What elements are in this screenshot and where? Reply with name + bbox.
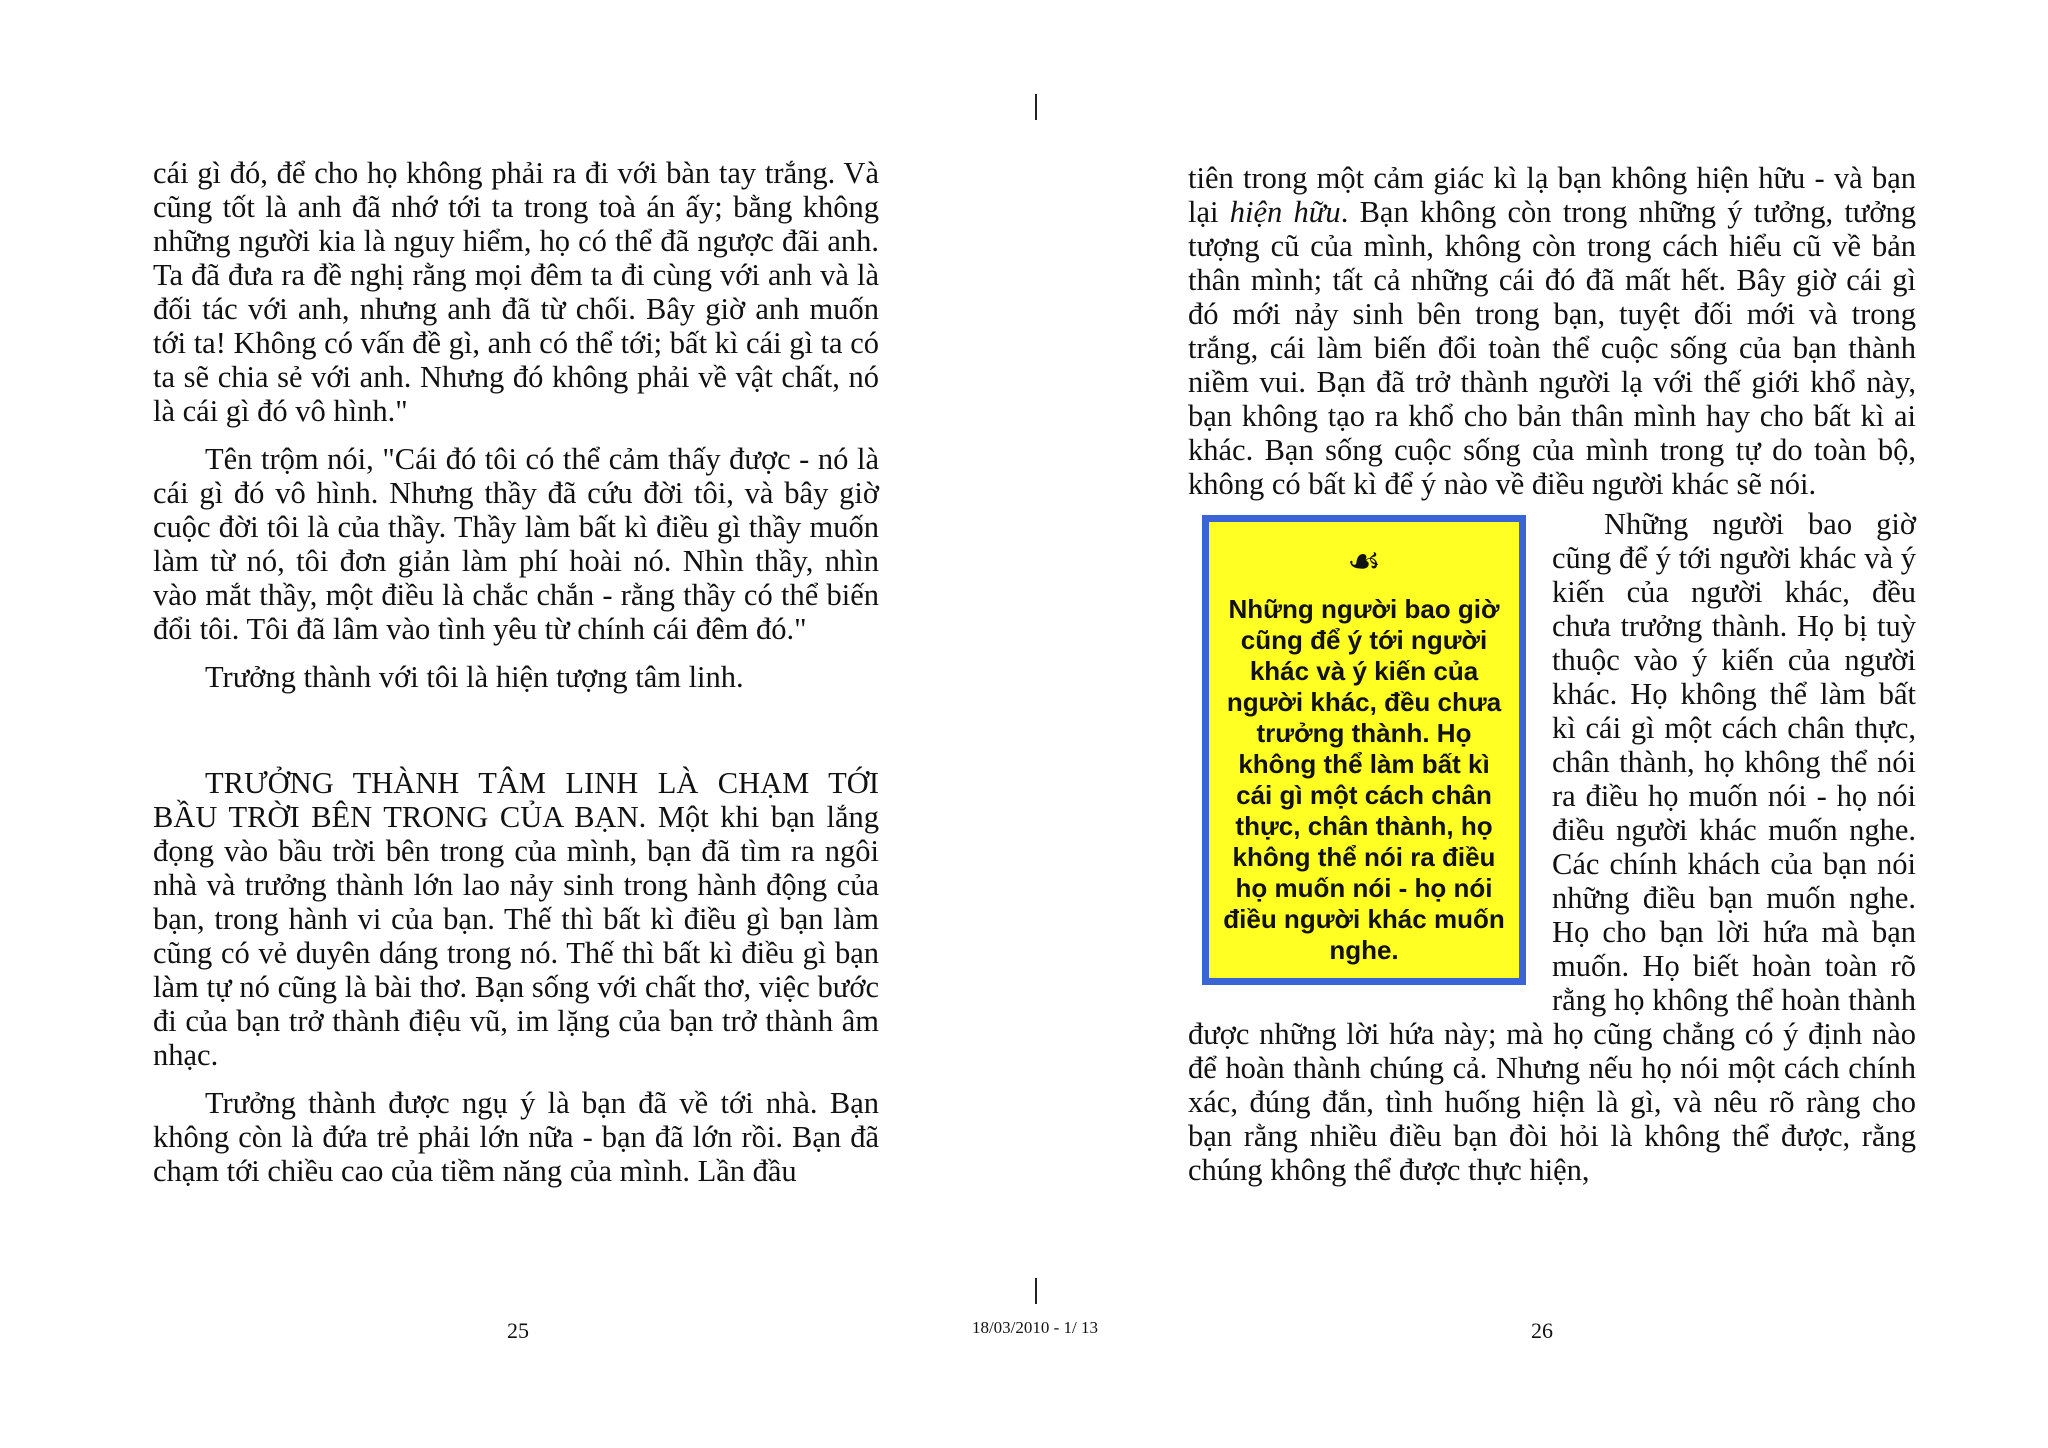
fleuron-icon: ☙: [1346, 541, 1382, 583]
fold-mark-top: [1035, 94, 1037, 120]
page-number-right: 26: [1531, 1318, 1553, 1343]
left-paragraph-1: cái gì đó, để cho họ không phải ra đi với bàn tay trắng. Và cũng tốt là anh đã nhớ tới ta trong toà án ấy; bằng không những người kia là nguy hiểm, họ có thể đã ngược đãi anh. Ta đã đưa ra đề nghị rằng mọi đêm ta đi cùng với anh và là đối tác với anh, nhưng anh đã từ chối. Bây giờ anh muốn tới ta! Không có vấn đề gì, anh có thể tới; bất kì cái gì ta có ta sẽ chia sẻ với anh. Nhưng đó không phải về vật chất, nó là cái gì đó vô hình.": [153, 156, 879, 428]
left-paragraph-5: Trưởng thành được ngụ ý là bạn đã về tới nhà. Bạn không còn là đứa trẻ phải lớn nữa - bạn đã lớn rồi. Bạn đã chạm tới chiều cao của tiềm năng của mình. Lần đầu: [153, 1086, 879, 1188]
pull-quote-box: [1202, 515, 1526, 985]
pull-quote-text: Những người bao giờ cũng để ý tới người khác và ý kiến của người khác, đều chưa trưởng thành. Họ không thể làm bất kì cái gì một cách chân thực, chân thành, họ không thể nói ra điều họ muốn nói - họ nói điều người khác muốn nghe.: [1223, 594, 1505, 965]
fold-mark-bottom: [1035, 1278, 1037, 1304]
right-paragraph-1-start: tiên trong một cảm giác kì lạ bạn không hiện hữu - và bạn lại: [1188, 161, 1916, 229]
page-number-left: 25: [507, 1318, 529, 1343]
left-paragraph-3: Trưởng thành với tôi là hiện tượng tâm linh.: [205, 660, 744, 694]
left-page-body: [153, 156, 879, 1188]
right-paragraph-2: Những người bao giờ cũng để ý tới người khác và ý kiến của người khác, đều chưa trưởng thành. Họ bị tuỳ thuộc vào ý kiến của người khác. Họ không thể làm bất kì cái gì một cách chân thực, chân thành, họ không thể nói ra điều họ muốn nói - họ nói điều người khác muốn nghe. Các chính khách của bạn nói những điều bạn muốn nghe. Họ cho bạn lời hứa mà bạn muốn. Họ biết hoàn toàn rõ rằng họ không thể hoàn thành được những lời hứa này; mà họ cũng chẳng có ý định nào để hoàn thành chúng cả. Nhưng nếu họ nói một cách chính xác, đúng đắn, tình huống hiện là gì, và nêu rõ ràng cho bạn rằng nhiều điều bạn đòi hỏi là không thể được, rằng chúng không thể được thực hiện,: [1188, 507, 1916, 1187]
right-paragraph-1: [1188, 161, 1916, 501]
footer-date-page: 18/03/2010 - 1/ 13: [971, 1318, 1099, 1337]
right-paragraph-1-rest: . Bạn không còn trong những ý tưởng, tưởng tượng cũ của mình, không còn trong cách hiểu cũ về bản thân mình; tất cả những cái đó đã mất hết. Bây giờ cái gì đó mới nảy sinh bên trong bạn, tuyệt đối mới và trong trắng, cái làm biến đổi toàn thể cuộc sống của bạn thành niềm vui. Bạn đã trở thành người lạ với thế giới khổ này, bạn không tạo ra khổ cho bản thân mình hay cho bất kì ai khác. Bạn sống cuộc sống của mình trong tự do toàn bộ, không có bất kì để ý nào về điều người khác sẽ nói.: [1188, 195, 1916, 501]
right-page-body: [1188, 161, 1916, 1187]
left-paragraph-2: Tên trộm nói, "Cái đó tôi có thể cảm thấy được - nó là cái gì đó vô hình. Nhưng thầy đã cứu đời tôi, và bây giờ cuộc đời tôi là của thầy. Thầy làm bất kì điều gì thầy muốn làm từ nó, tôi đơn giản làm phí hoài nó. Nhìn thầy, nhìn vào mắt thầy, một điều là chắc chắn - rằng thầy có thể biến đổi tôi. Tôi đã lâm vào tình yêu từ chính cái đêm đó.": [153, 442, 879, 646]
emphasis-text: hiện hữu: [1229, 195, 1341, 229]
left-paragraph-4: TRƯỞNG THÀNH TÂM LINH LÀ CHẠM TỚI BẦU TRỜI BÊN TRONG CỦA BẠN. Một khi bạn lắng đọng vào bầu trời bên trong của mình, bạn đã tìm ra ngôi nhà và trưởng thành lớn lao nảy sinh trong hành động của bạn, trong hành vi của bạn. Thế thì bất kì điều gì bạn làm cũng có vẻ duyên dáng trong nó. Thế thì bất kì điều gì bạn làm tự nó cũng là bài thơ. Bạn sống với chất thơ, việc bước đi của bạn trở thành điệu vũ, im lặng của bạn trở thành âm nhạc.: [153, 766, 879, 1072]
